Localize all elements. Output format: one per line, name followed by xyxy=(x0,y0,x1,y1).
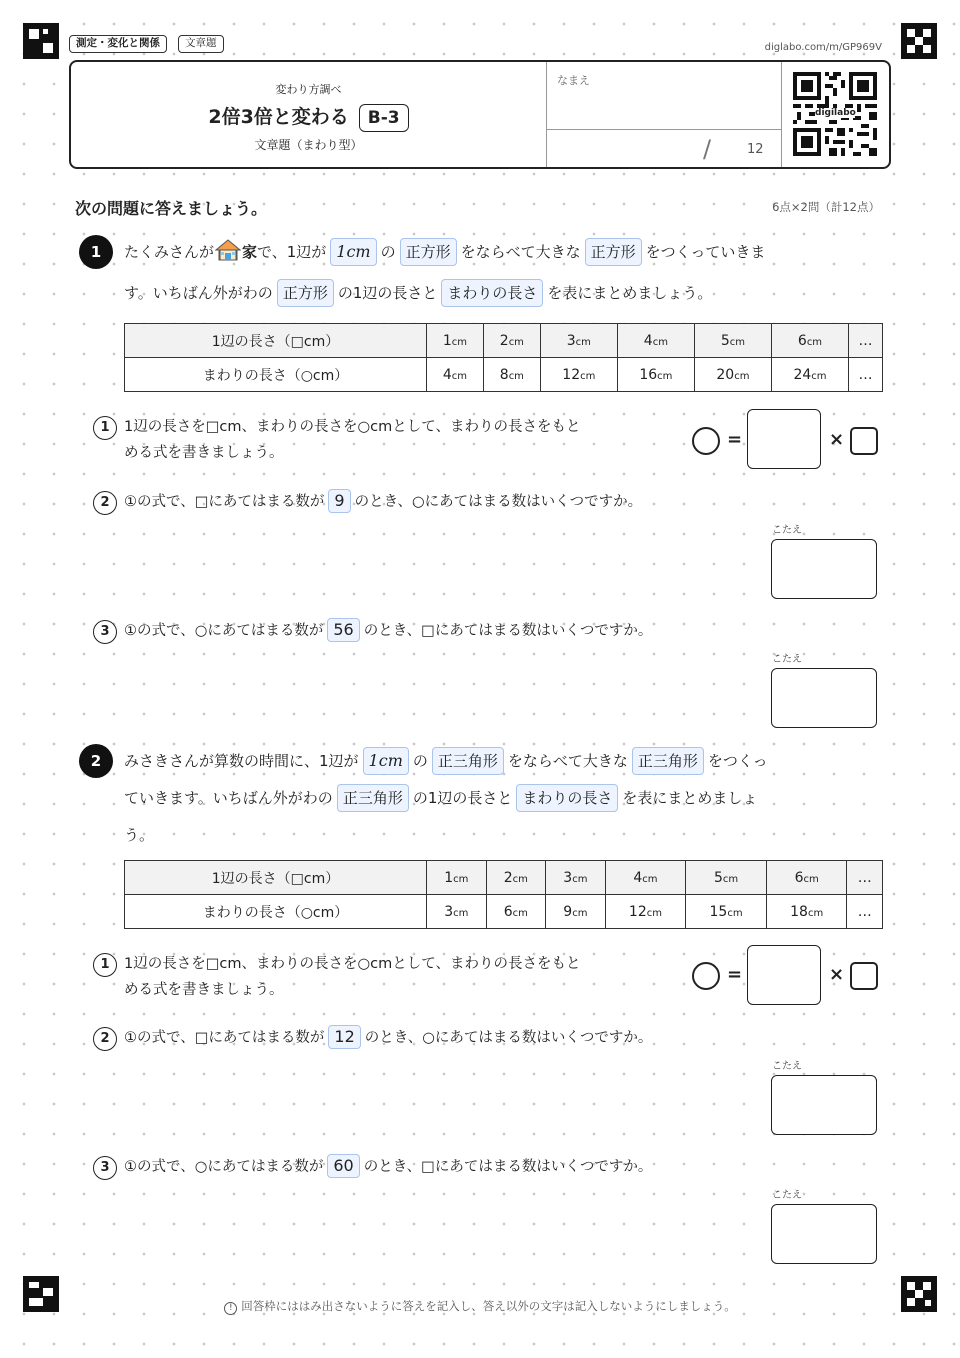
name-divider xyxy=(547,129,781,130)
cell-unit: cm xyxy=(806,336,823,348)
cell-value: 12 xyxy=(628,903,647,920)
square-symbol xyxy=(850,962,878,990)
subquestion-text xyxy=(124,414,580,466)
table-cell xyxy=(546,861,606,895)
cell-unit: cm xyxy=(572,873,588,885)
row-head: まわりの長さ（○cm） xyxy=(125,358,427,392)
table-cell xyxy=(766,861,847,895)
cell-value: 2 xyxy=(503,869,513,886)
table-cell xyxy=(686,895,767,929)
table-row-side xyxy=(125,861,883,895)
given-value: 56 xyxy=(327,618,359,642)
name-score-area xyxy=(546,62,782,167)
table-cell-more: … xyxy=(847,861,883,895)
cell-unit: cm xyxy=(657,370,673,382)
table-cell xyxy=(427,324,484,358)
text-part: の xyxy=(380,243,396,261)
highlight-unit: 1cm xyxy=(330,238,376,266)
highlight-perimeter: まわりの長さ xyxy=(516,784,618,812)
table-cell xyxy=(427,861,487,895)
cell-value: 16 xyxy=(639,366,658,383)
cell-value: 6 xyxy=(794,869,804,886)
highlight-unit: 1cm xyxy=(363,747,409,775)
text-part: ①の式で、□にあてはまる数が xyxy=(124,1030,325,1046)
highlight-shape: 正方形 xyxy=(585,238,642,266)
highlight-shape: 正三角形 xyxy=(337,784,409,812)
footer-note xyxy=(0,1298,960,1315)
instruction: 次の問題に答えましょう。 xyxy=(75,199,268,218)
text-part: を表にまとめましょう。 xyxy=(547,284,713,302)
cell-value: 9 xyxy=(563,903,573,920)
subquestion-text xyxy=(124,1154,652,1180)
cell-unit: cm xyxy=(729,336,746,348)
text-part: 1辺の長さを□cm、まわりの長さを○cmとして、まわりの長さをもと xyxy=(124,419,581,435)
cell-value: 3 xyxy=(566,332,576,349)
cell-unit: cm xyxy=(803,873,819,885)
cell-unit: cm xyxy=(453,907,469,919)
level-badge: B-3 xyxy=(359,104,409,132)
text-part: の1辺の長さと xyxy=(337,284,438,302)
cell-value: 4 xyxy=(633,869,643,886)
corner-marker-top-right xyxy=(901,23,937,59)
cell-value: 4 xyxy=(643,332,653,349)
times-sign: × xyxy=(829,964,845,985)
table-row-perimeter xyxy=(125,358,883,392)
table-cell xyxy=(486,861,546,895)
text-part: のとき、□にあてはまる数はいくつですか。 xyxy=(363,623,653,639)
subquestion-text xyxy=(124,618,652,644)
cell-unit: cm xyxy=(642,873,658,885)
problem-text xyxy=(124,234,879,312)
row-head: まわりの長さ（○cm） xyxy=(125,895,427,929)
cell-unit: cm xyxy=(508,370,524,382)
problem-number: 2 xyxy=(79,744,113,778)
text-part: のとき、○にあてはまる数はいくつですか。 xyxy=(364,1030,653,1046)
cell-unit: cm xyxy=(722,873,739,885)
table-cell xyxy=(771,358,848,392)
table-cell-more: … xyxy=(849,358,883,392)
text-part: 家 xyxy=(242,243,258,261)
data-table xyxy=(124,860,883,929)
name-label: なまえ xyxy=(557,74,590,87)
table-cell xyxy=(686,861,767,895)
table-cell xyxy=(771,324,848,358)
text-part: をつくっていきま xyxy=(645,243,766,261)
table-cell xyxy=(605,861,686,895)
cell-value: 20 xyxy=(716,366,735,383)
table-cell-more: … xyxy=(849,324,883,358)
text-part: める式を書きましょう。 xyxy=(124,982,284,998)
answer-label: こたえ xyxy=(772,525,802,536)
table-cell xyxy=(540,324,617,358)
cell-value: 1 xyxy=(442,332,452,349)
text-part: ①の式で、□にあてはまる数が xyxy=(124,494,325,510)
cell-value: 1 xyxy=(444,869,454,886)
worksheet-code: diglabo.com/m/GP969V xyxy=(764,42,882,53)
answer-box[interactable] xyxy=(771,539,877,599)
table-cell xyxy=(483,358,540,392)
highlight-shape: 正三角形 xyxy=(432,747,504,775)
subquestion-text xyxy=(124,951,580,1003)
score-slash: / xyxy=(703,135,712,163)
cell-unit: cm xyxy=(575,336,591,348)
times-sign: × xyxy=(829,429,845,450)
cell-value: 5 xyxy=(713,869,723,886)
problem-text xyxy=(124,743,879,854)
cell-value: 3 xyxy=(444,903,454,920)
problem-number: 1 xyxy=(79,235,113,269)
text-part: 1辺の長さを□cm、まわりの長さを○cmとして、まわりの長さをもと xyxy=(124,956,581,972)
subquestion-number: 3 xyxy=(93,1156,117,1180)
answer-label: こたえ xyxy=(772,654,802,665)
cell-unit: cm xyxy=(734,370,750,382)
cell-unit: cm xyxy=(451,370,468,382)
table-cell xyxy=(694,324,771,358)
text-part: を表にまとめましょ xyxy=(622,789,758,807)
table-cell xyxy=(546,895,606,929)
table-cell xyxy=(483,324,540,358)
header-subtitle: 変わり方調べ xyxy=(275,83,342,96)
points-info: 6点×2問（計12点） xyxy=(772,200,880,214)
highlight-shape: 正方形 xyxy=(400,238,457,266)
text-part: ①の式で、○にあてはまる数が xyxy=(124,1159,324,1175)
cell-unit: cm xyxy=(652,336,668,348)
table-cell xyxy=(427,358,484,392)
cell-unit: cm xyxy=(512,873,528,885)
answer-box[interactable] xyxy=(771,1075,877,1135)
category-tag: 測定・変化と関係 xyxy=(69,35,167,53)
table-cell xyxy=(427,895,487,929)
qr-code-icon xyxy=(793,72,877,156)
equals-sign: = xyxy=(727,964,743,985)
cell-unit: cm xyxy=(572,907,588,919)
cell-value: 24 xyxy=(793,366,812,383)
table-cell xyxy=(605,895,686,929)
qr-label: digilabo xyxy=(815,108,856,118)
cell-value: 18 xyxy=(790,903,808,920)
corner-marker-top-left xyxy=(23,23,59,59)
header-kind: 文章題（まわり型） xyxy=(254,138,363,152)
cell-value: 2 xyxy=(499,332,509,349)
given-value: 60 xyxy=(327,1154,359,1178)
cell-unit: cm xyxy=(508,336,524,348)
cell-value: 4 xyxy=(442,366,452,383)
subquestion-number: 1 xyxy=(93,953,117,977)
cell-unit: cm xyxy=(727,907,743,919)
subquestion-number: 2 xyxy=(93,1027,117,1051)
formula-answer-box[interactable] xyxy=(747,409,821,469)
table-cell xyxy=(540,358,617,392)
cell-unit: cm xyxy=(807,907,824,919)
house-icon xyxy=(215,238,241,275)
cell-unit: cm xyxy=(512,907,528,919)
text-part: める式を書きましょう。 xyxy=(124,445,284,461)
score-total: 12 xyxy=(747,142,764,157)
subquestion-number: 2 xyxy=(93,491,117,515)
cell-value: 15 xyxy=(709,903,728,920)
text-part: の xyxy=(412,752,428,770)
text-part: す。いちばん外がわの xyxy=(124,284,273,302)
cell-unit: cm xyxy=(580,370,596,382)
table-cell xyxy=(617,324,694,358)
cell-value: 5 xyxy=(720,332,730,349)
circle-symbol xyxy=(692,427,720,455)
page-title xyxy=(71,102,546,132)
cell-unit: cm xyxy=(646,907,662,919)
table-cell xyxy=(694,358,771,392)
text-part: たくみさんが xyxy=(124,243,215,261)
info-icon: ! xyxy=(224,1302,237,1315)
cell-unit: cm xyxy=(453,873,469,885)
cell-value: 8 xyxy=(499,366,509,383)
subquestion-text xyxy=(124,489,642,515)
cell-value: 6 xyxy=(503,903,513,920)
cell-value: 12 xyxy=(562,366,581,383)
circle-symbol xyxy=(692,962,720,990)
page-title-text: 2倍3倍と変わる xyxy=(208,106,349,128)
text-part: ていきます。いちばん外がわの xyxy=(124,789,333,807)
highlight-perimeter: まわりの長さ xyxy=(441,279,543,307)
table-cell-more: … xyxy=(847,895,883,929)
text-part: ①の式で、○にあてはまる数が xyxy=(124,623,324,639)
table-cell xyxy=(617,358,694,392)
table-cell xyxy=(486,895,546,929)
given-value: 9 xyxy=(328,489,350,513)
data-table xyxy=(124,323,883,392)
cell-value: 6 xyxy=(797,332,807,349)
answer-label: こたえ xyxy=(772,1061,802,1072)
subquestion-number: 1 xyxy=(93,416,117,440)
text-part: の1辺の長さと xyxy=(412,789,513,807)
subquestion-number: 3 xyxy=(93,620,117,644)
worksheet-header xyxy=(69,60,891,169)
table-row-side xyxy=(125,324,883,358)
title-area xyxy=(71,62,546,167)
text-part: をならべて大きな xyxy=(507,752,628,770)
text-part: で、1辺が xyxy=(257,243,327,261)
given-value: 12 xyxy=(328,1025,360,1049)
text-part: みさきさんが算数の時間に、1辺が xyxy=(124,752,359,770)
table-cell xyxy=(766,895,847,929)
cell-unit: cm xyxy=(451,336,468,348)
text-part: う。 xyxy=(124,826,155,844)
subquestion-text xyxy=(124,1025,652,1051)
answer-label: こたえ xyxy=(772,1190,802,1201)
type-tag: 文章題 xyxy=(178,35,224,53)
text-part: をならべて大きな xyxy=(460,243,581,261)
text-part: をつくっ xyxy=(707,752,768,770)
table-row-perimeter xyxy=(125,895,883,929)
text-part: のとき、□にあてはまる数はいくつですか。 xyxy=(363,1159,653,1175)
cell-unit: cm xyxy=(811,370,827,382)
formula-answer-box[interactable] xyxy=(747,945,821,1005)
answer-box[interactable] xyxy=(771,1204,877,1264)
square-symbol xyxy=(850,427,878,455)
row-head: 1辺の長さ（□cm） xyxy=(125,324,427,358)
highlight-shape: 正三角形 xyxy=(632,747,704,775)
highlight-shape: 正方形 xyxy=(277,279,334,307)
cell-value: 3 xyxy=(563,869,573,886)
answer-box[interactable] xyxy=(771,668,877,728)
equals-sign: = xyxy=(727,429,743,450)
text-part: のとき、○にあてはまる数はいくつですか。 xyxy=(354,494,643,510)
footer-text: 回答枠にははみ出さないように答えを記入し、答え以外の文字は記入しないようにしましょう。 xyxy=(241,1299,736,1313)
row-head: 1辺の長さ（□cm） xyxy=(125,861,427,895)
